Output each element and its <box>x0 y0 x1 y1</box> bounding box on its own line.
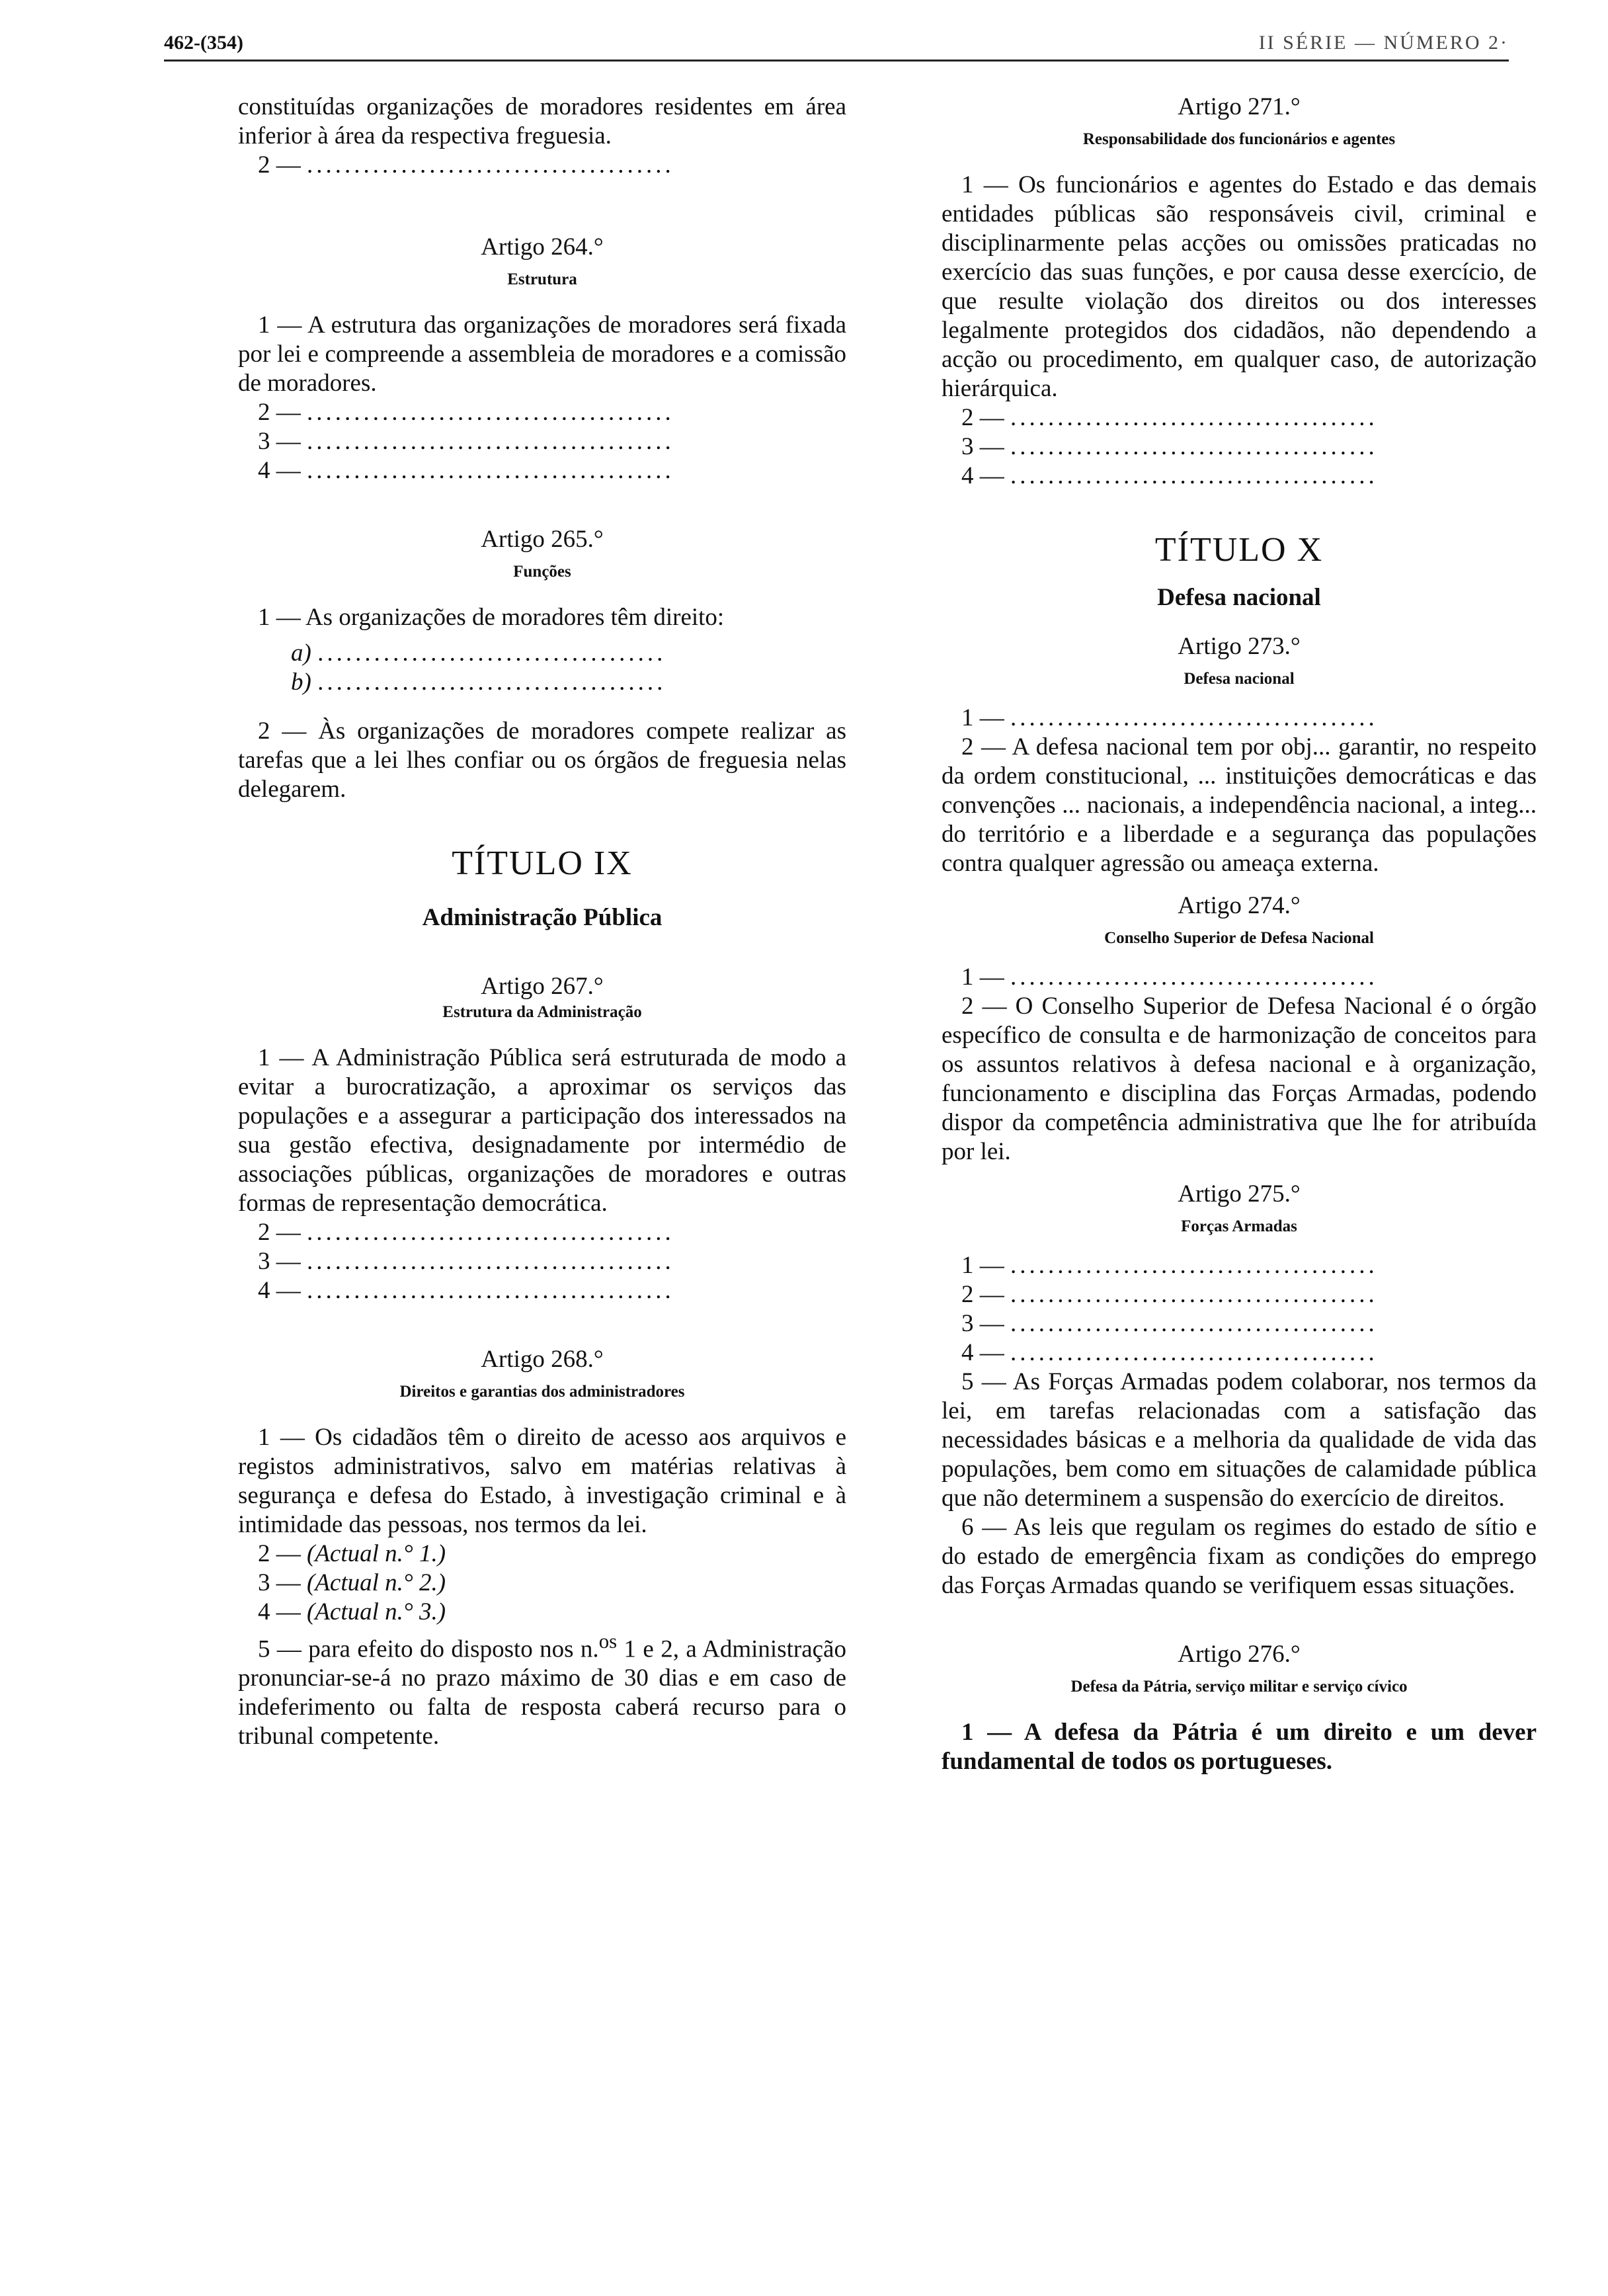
page-number: 462-(354) <box>164 32 243 54</box>
omitted-item: 1 — ....................................... <box>961 704 1378 731</box>
series-label: II SÉRIE — NÚMERO 2· <box>1258 32 1509 54</box>
article-265-paragraph-1: 1 — As organizações de moradores têm direito: <box>258 604 725 631</box>
article-264-title: Artigo 264.° <box>481 233 604 261</box>
omitted-item: 2 — ....................................... <box>258 151 674 179</box>
titulo-x-subtitle: Defesa nacional <box>1157 584 1321 611</box>
omitted-item: 1 — ....................................... <box>961 1252 1378 1279</box>
omitted-item: 2 — ....................................... <box>258 399 674 426</box>
omitted-item: 4 — ....................................... <box>961 462 1378 489</box>
article-267-title: Artigo 267.° <box>481 973 604 1000</box>
titulo-ix-heading: TÍTULO IX <box>452 844 633 882</box>
article-271-epigraph: Responsabilidade dos funcionários e agentes <box>1082 130 1396 148</box>
article-268-item-2: 2 — (Actual n.° 1.) <box>258 1540 446 1567</box>
omitted-item: 2 — ....................................... <box>258 1219 674 1246</box>
article-265-paragraph-2: 2 — Às organizações de moradores compete realizar as tarefas que a lei lhes confiar ou os órgãos de freguesia nelas delegarem. <box>238 718 846 803</box>
omitted-item: 2 — ....................................... <box>961 1281 1378 1308</box>
article-275-paragraph-5: 5 — As Forças Armadas podem colaborar, nos termos da lei, em tarefas relacionadas com a satisfação das necessidades básicas e a melhoria da qualidade de vida das populações, bem como em situações de calamidade pública que não determinem a suspensão do exercício de direitos. <box>942 1368 1537 1512</box>
omitted-item: 3 — ....................................... <box>961 1310 1378 1337</box>
omitted-alinea: b) ..................................... <box>291 669 666 696</box>
left-column <box>238 93 846 1751</box>
omitted-item: 4 — ....................................... <box>258 1277 674 1304</box>
article-276-title: Artigo 276.° <box>1178 1641 1301 1668</box>
right-column <box>942 93 1537 1776</box>
article-275-paragraph-6: 6 — As leis que regulam os regimes do estado de sítio e do estado de emergência fixam as condições do emprego das Forças Armadas quando se verifiquem essas situações. <box>942 1514 1537 1599</box>
article-264-epigraph: Estrutura <box>507 270 577 288</box>
titulo-ix-subtitle: Administração Pública <box>422 904 663 931</box>
article-273-epigraph: Defesa nacional <box>1184 670 1295 688</box>
article-264-paragraph-1: 1 — A estrutura das organizações de moradores será fixada por lei e compreende a assembleia de moradores e a comissão de moradores. <box>238 311 846 397</box>
titulo-x-heading: TÍTULO X <box>1154 531 1324 569</box>
article-268-paragraph-5: 5 — para efeito do disposto nos n.$^{os}$ 1 e 2, a Administração pronunciar-se-á no prazo máximo de 30 dias e em caso de indeferimento ou falta de resposta caberá recurso para o tribunal competente. <box>238 1630 846 1750</box>
article-275-epigraph: Forças Armadas <box>1181 1217 1297 1235</box>
article-265-title: Artigo 265.° <box>481 526 604 553</box>
article-268-item-4: 4 — (Actual n.° 3.) <box>258 1598 446 1625</box>
article-271-title: Artigo 271.° <box>1178 93 1301 120</box>
article-274-epigraph: Conselho Superior de Defesa Nacional <box>1104 929 1374 947</box>
omitted-alinea: a) ..................................... <box>291 639 666 667</box>
article-276-paragraph-1: 1 — A defesa da Pátria é um direito e um dever fundamental de todos os portugueses. <box>942 1719 1537 1775</box>
article-267-paragraph-1: 1 — A Administração Pública será estruturada de modo a evitar a burocratização, a aproximar os serviços das populações e a assegurar a participação dos interessados na sua gestão efectiva, designadamente por intermédio de associações públicas, organizações de moradores e outras formas de representação democrática. <box>238 1044 846 1217</box>
omitted-item: 3 — ....................................... <box>258 1248 674 1275</box>
intro-paragraph: constituídas organizações de moradores residentes em área inferior à área da respectiva freguesia. <box>238 93 846 149</box>
omitted-item: 3 — ....................................... <box>961 433 1378 460</box>
article-268-epigraph: Direitos e garantias dos administradores <box>399 1383 685 1401</box>
omitted-item: 2 — ....................................... <box>961 404 1378 431</box>
article-267-epigraph: Estrutura da Administração <box>442 1003 642 1021</box>
article-273-paragraph-2: 2 — A defesa nacional tem por obj... garantir, no respeito da ordem constitucional, ... instituições democráticas e das convenções ... nacionais, a independência nacional, a integ... do território e a liberdade e a segurança das populações contra qualquer agressão ou ameaça externa. <box>942 733 1537 877</box>
omitted-item: 1 — ....................................... <box>961 964 1378 991</box>
article-271-paragraph-1: 1 — Os funcionários e agentes do Estado e das demais entidades públicas são responsáveis civil, criminal e disciplinarmente pelas acções ou omissões praticadas no exercício das suas funções, e por causa desse exercício, de que resulte violação dos direitos ou dos interesses legalmente protegidos dos cidadãos, não dependendo a acção ou procedimento, em qualquer caso, de autorização hierárquica. <box>942 171 1537 402</box>
article-268-item-3: 3 — (Actual n.° 2.) <box>258 1569 446 1596</box>
article-274-paragraph-2: 2 — O Conselho Superior de Defesa Nacional é o órgão específico de consulta e de harmonização de conceitos para os assuntos relativos à defesa nacional e à organização, funcionamento e disciplina das Forças Armadas, podendo dispor da competência administrativa que lhe for atribuída por lei. <box>942 993 1537 1165</box>
article-268-paragraph-1: 1 — Os cidadãos têm o direito de acesso aos arquivos e registos administrativos, salvo em matérias relativas à segurança e defesa do Estado, à investigação criminal e à intimidade das pessoas, nos termos da lei. <box>238 1424 846 1538</box>
article-276-epigraph: Defesa da Pátria, serviço militar e serviço cívico <box>1070 1678 1408 1696</box>
omitted-item: 3 — ....................................... <box>258 428 674 455</box>
article-274-title: Artigo 274.° <box>1178 892 1301 919</box>
article-268-title: Artigo 268.° <box>481 1346 604 1373</box>
article-275-title: Artigo 275.° <box>1178 1180 1301 1208</box>
article-265-epigraph: Funções <box>513 563 571 581</box>
header-rule <box>164 60 1509 62</box>
omitted-item: 4 — ....................................... <box>961 1339 1378 1366</box>
article-273-title: Artigo 273.° <box>1178 633 1301 660</box>
omitted-item: 4 — ....................................... <box>258 457 674 484</box>
